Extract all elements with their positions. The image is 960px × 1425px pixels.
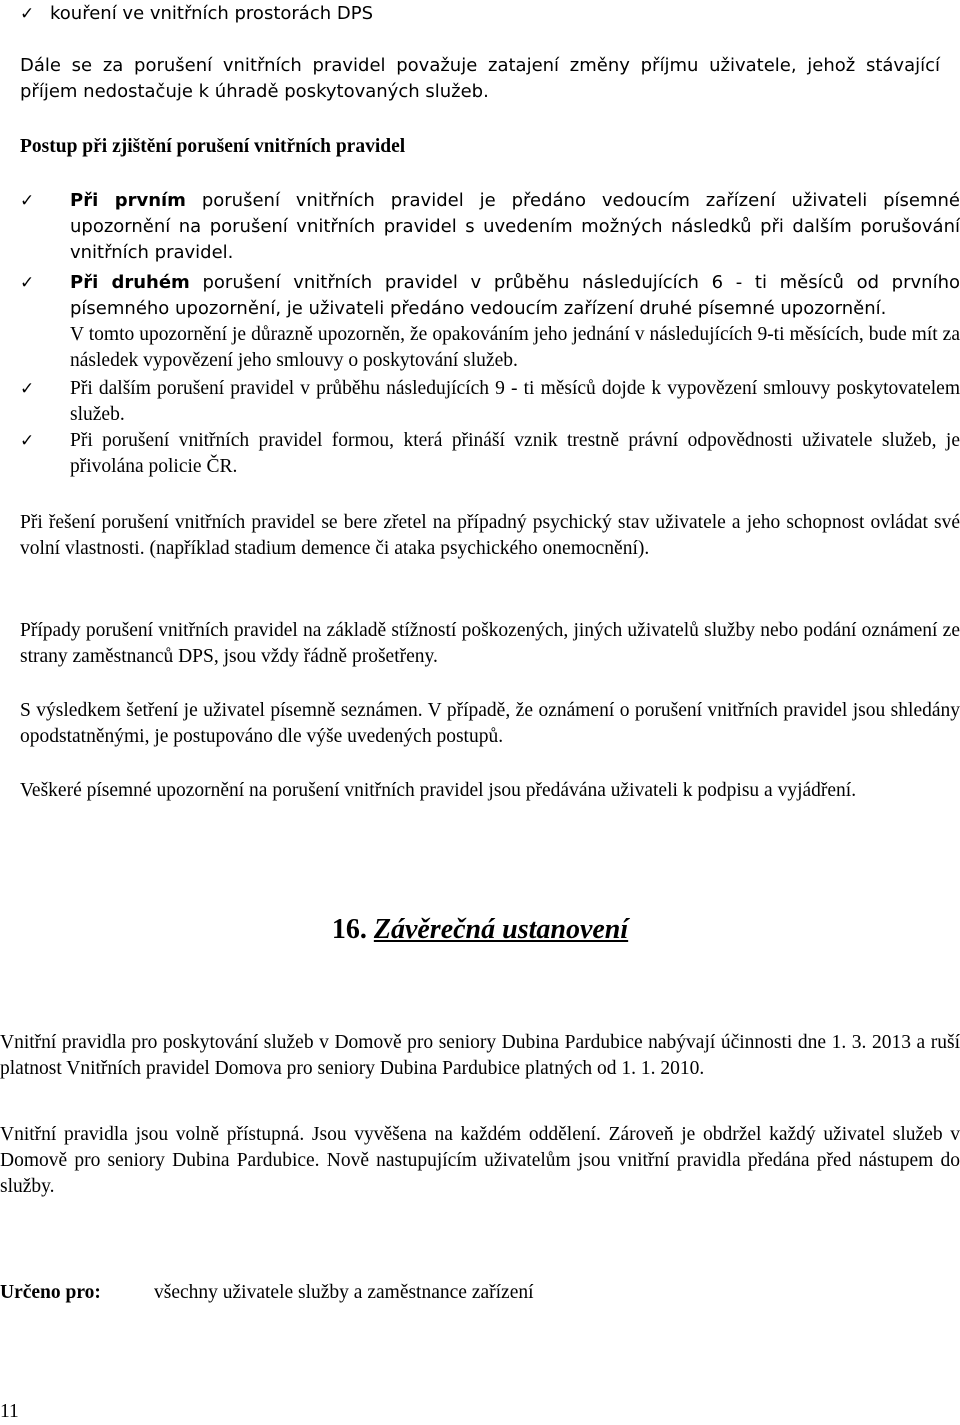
paragraph-psych: Při řešení porušení vnitřních pravidel se bere zřetel na případný psychický stav uživatele a jeho schopnost ovládat své volní vlastnosti. (například stadium demence či ataka psychického onemocnění). [20, 512, 960, 559]
list-item-text: Při porušení vnitřních pravidel formou, která přináší vznik trestně právní odpovědnosti uživatele služeb, je přivolána policie ČR. [70, 430, 960, 477]
paragraph-access: Vnitřní pravidla jsou volně přístupná. Jsou vyvěšena na každém oddělení. Zároveň je obdržel každý uživatel služeb v Domově pro seniory Dubina Pardubice. Nově nastupujícím uživatelům jsou vnitřní pravidla předána před nástupem do služby. [0, 1124, 960, 1197]
page-number: 11 [0, 1401, 19, 1422]
list-item [20, 428, 960, 480]
list-item-lead: Při druhém [70, 272, 190, 293]
intended-for [0, 1280, 960, 1306]
checkmark-icon: ✓ [20, 191, 35, 211]
list-item-continuation: V tomto upozornění je důrazně upozorněn, že opakováním jeho jednání v následujících 9-ti měsících, bude mít za následek vypovězení jeho smlouvy o poskytování služeb. [70, 324, 960, 371]
list-item-lead: Při prvním [70, 190, 186, 211]
intended-label: Určeno pro: [0, 1282, 101, 1303]
paragraph-validity: Vnitřní pravidla pro poskytování služeb v Domově pro seniory Dubina Pardubice nabývají účinnosti dne 1. 3. 2013 a ruší platnost Vnitřních pravidel Domova pro seniory Dubina Pardubice platných od 1. 1. 2010. [0, 1032, 960, 1079]
list-item [20, 376, 960, 428]
checkmark-icon: ✓ [20, 273, 35, 293]
checkmark-icon: ✓ [20, 431, 35, 451]
checkmark-icon: ✓ [20, 379, 35, 399]
list-item-text: Při dalším porušení pravidel v průběhu následujících 9 - ti měsíců dojde k vypovězení smlouvy poskytovatelem služeb. [70, 378, 960, 425]
list-item-body: porušení vnitřních pravidel v průběhu následujících 6 - ti měsíců od prvního písemného upozornění, je uživateli předáno vedoucím zařízení druhé písemné upozornění. [70, 272, 960, 319]
list-item-text: kouření ve vnitřních prostorách DPS [50, 3, 373, 24]
section-heading: Postup při zjištění porušení vnitřních pravidel [20, 136, 406, 157]
paragraph-cases: Případy porušení vnitřních pravidel na základě stížností poškozených, jiných uživatelů služby nebo podání oznámení ze strany zaměstnanců DPS, jsou vždy řádně prošetřeny. [20, 620, 960, 667]
checkmark-icon: ✓ [20, 4, 35, 24]
list-item [20, 188, 960, 266]
chapter-heading [0, 912, 960, 948]
paragraph-written: Veškeré písemné upozornění na porušení vnitřních pravidel jsou předávána uživateli k podpisu a vyjádření. [20, 780, 857, 801]
list-item [20, 1, 940, 27]
list-item-text [70, 188, 960, 266]
paragraph-intro: Dále se za porušení vnitřních pravidel považuje zatajení změny příjmu uživatele, jehož stávající příjem nedostačuje k úhradě poskytovaných služeb. [20, 55, 940, 102]
list-item-text [70, 270, 960, 322]
intended-value: všechny uživatele služby a zaměstnance zařízení [154, 1282, 534, 1303]
paragraph-result: S výsledkem šetření je uživatel písemně seznámen. V případě, že oznámení o porušení vnitřních pravidel jsou shledány opodstatněnými, je postupováno dle výše uvedených postupů. [20, 700, 960, 747]
list-item-body: porušení vnitřních pravidel je předáno vedoucím zařízení uživateli písemné upozornění na porušení vnitřních pravidel s uvedením možných následků při dalším porušování vnitřních pravidel. [70, 190, 960, 263]
list-item [20, 270, 960, 322]
chapter-number: 16. [331, 914, 367, 945]
chapter-title: Závěrečná ustanovení [373, 914, 629, 945]
